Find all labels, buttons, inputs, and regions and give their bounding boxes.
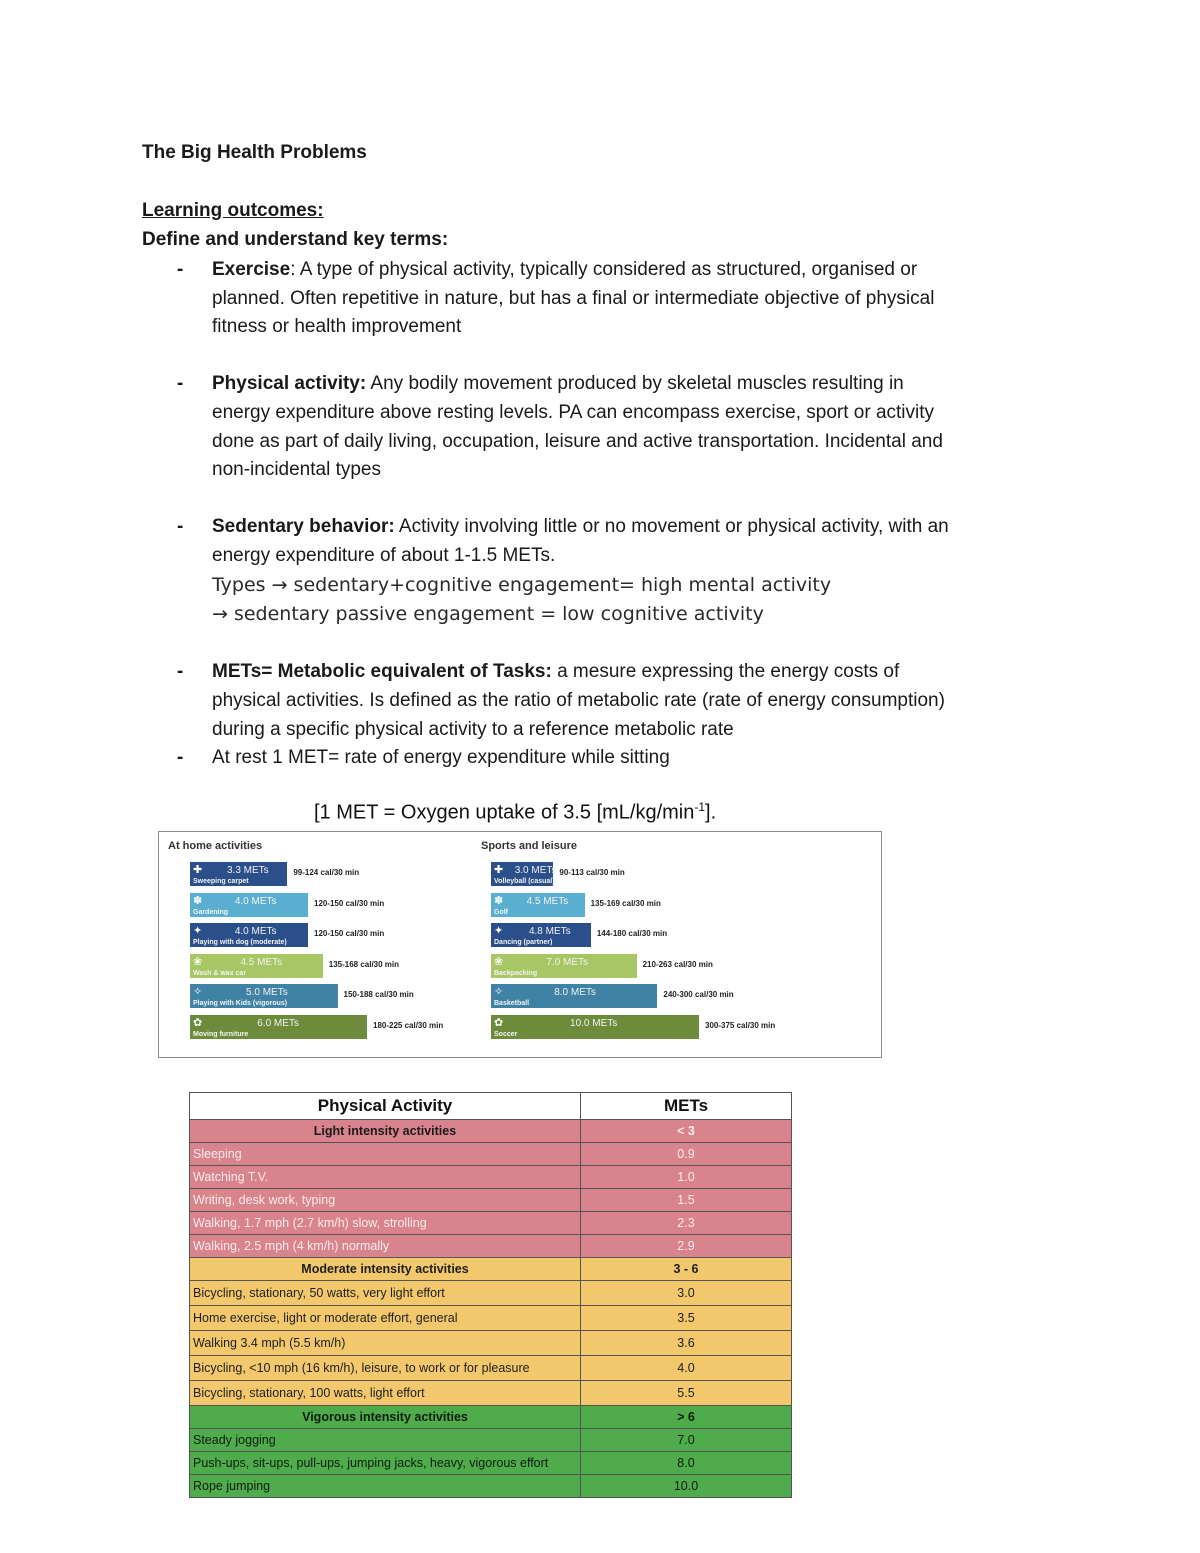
term-label: Physical activity: — [212, 373, 367, 395]
column-header-mets: METs — [581, 1093, 792, 1120]
met-activity-figure — [158, 831, 882, 1058]
met-bar-activity: Gardening — [193, 908, 229, 916]
column-header-activity: Physical Activity — [190, 1093, 581, 1120]
met-bar — [491, 1015, 699, 1039]
term-label: Exercise — [212, 259, 291, 280]
term-definition: physical activities. Is defined as the ratio of metabolic rate (rate of energy consumption) — [212, 689, 945, 711]
term-definition: fitness or health improvement — [212, 316, 462, 338]
page-title: The Big Health Problems — [142, 142, 367, 163]
met-bar-value: 3.0 METs — [514, 865, 557, 876]
term-label: Sedentary behavior: — [212, 516, 395, 538]
met-bar-value: 4.0 METs — [234, 926, 277, 938]
mets-cell: 10.0 — [581, 1475, 792, 1498]
activity-cell: Writing, desk work, typing — [190, 1189, 581, 1212]
met-bar — [491, 923, 591, 947]
met-bar-value: 4.5 METs — [526, 895, 569, 907]
met-bar-value: 5.0 METs — [246, 987, 288, 999]
met-bar-activity: Sweeping carpet — [193, 878, 249, 885]
learning-outcomes-heading: Learning outcomes: — [142, 200, 324, 221]
activity-figure-icon: ✽ — [494, 894, 504, 907]
met-bar-calories: 144-180 cal/30 min — [596, 929, 668, 939]
activity-cell: Push-ups, sit-ups, pull-ups, jumping jacks, heavy, vigorous effort — [190, 1452, 581, 1475]
define-terms-heading: Define and understand key terms: — [142, 229, 449, 250]
met-bar-calories: 120-150 cal/30 min — [314, 898, 385, 908]
met-bar-calories: 90-113 cal/30 min — [559, 868, 625, 877]
table-row — [190, 1235, 792, 1258]
mets-cell: 7.0 — [581, 1429, 792, 1452]
intensity-range: > 6 — [581, 1406, 792, 1429]
met-bar — [491, 984, 657, 1008]
table-row — [190, 1475, 792, 1498]
met-bar-value: 8.0 METs — [554, 987, 596, 999]
met-bar-value: 4.0 METs — [234, 895, 277, 907]
met-bar-activity: Golf — [494, 908, 508, 916]
met-bar-activity: Volleyball (casual) — [494, 878, 555, 885]
term-definition: energy expenditure above resting levels. PA can encompass exercise, sport or activity — [212, 401, 935, 423]
met-bar-calories: 240-300 cal/30 min — [663, 990, 734, 1000]
bullet-dash: - — [177, 747, 184, 769]
physical-activity-met-table — [189, 1092, 792, 1498]
term-definition: planned. Often repetitive in nature, but has a final or intermediate objective of physical — [212, 287, 935, 309]
term-definition: during a specific physical activity to a reference metabolic rate — [212, 718, 734, 740]
met-bar-activity: Soccer — [494, 1031, 518, 1038]
activity-figure-icon: ✚ — [193, 864, 203, 876]
met-bar-activity: Dancing (partner) — [494, 939, 553, 947]
met-bar-activity: Wash & wax car — [193, 969, 247, 977]
term-rest-met — [142, 744, 1062, 773]
activity-figure-icon: ❀ — [494, 955, 504, 968]
activity-figure-icon: ✦ — [193, 925, 203, 938]
term-definition: Any bodily movement produced by skeletal muscles resulting in — [366, 373, 904, 395]
table-row — [190, 1306, 792, 1331]
intensity-header-row — [190, 1120, 792, 1143]
activity-figure-icon: ✧ — [193, 986, 203, 999]
activity-figure-icon: ✚ — [494, 864, 504, 876]
met-bar — [190, 862, 287, 886]
home-activities-title: At home activities — [168, 840, 263, 852]
activity-cell: Sleeping — [190, 1143, 581, 1166]
met-bar-calories: 135-168 cal/30 min — [328, 959, 400, 969]
met-bar — [491, 893, 585, 917]
intensity-label: Light intensity activities — [190, 1120, 581, 1143]
activity-cell: Home exercise, light or moderate effort, general — [190, 1306, 581, 1331]
bullet-dash: - — [177, 373, 184, 395]
mets-cell: 2.9 — [581, 1235, 792, 1258]
met-bar-calories: 135-169 cal/30 min — [590, 898, 661, 908]
met-bar-value: 4.5 METs — [240, 956, 283, 968]
met-bar-activity: Basketball — [494, 1000, 530, 1008]
intensity-header-row — [190, 1406, 792, 1429]
term-label: METs= Metabolic equivalent of Tasks: — [212, 661, 552, 683]
mets-cell: 3.5 — [581, 1306, 792, 1331]
met-bar — [190, 984, 338, 1008]
table-row — [190, 1429, 792, 1452]
activity-figure-icon: ✿ — [494, 1017, 504, 1029]
table-row — [190, 1281, 792, 1306]
met-bar — [190, 923, 308, 947]
mets-cell: 8.0 — [581, 1452, 792, 1475]
intensity-label: Vigorous intensity activities — [190, 1406, 581, 1429]
met-bar — [190, 893, 308, 917]
mets-cell: 3.0 — [581, 1281, 792, 1306]
met-bar-calories: 180-225 cal/30 min — [373, 1021, 444, 1030]
met-bar-calories: 150-188 cal/30 min — [343, 990, 414, 1000]
intensity-header-row — [190, 1258, 792, 1281]
met-formula — [314, 800, 716, 825]
table-row — [190, 1143, 792, 1166]
table-row — [190, 1212, 792, 1235]
mets-cell: 2.3 — [581, 1212, 792, 1235]
met-bar-calories: 300-375 cal/30 min — [705, 1021, 776, 1030]
met-bar-value: 6.0 METs — [257, 1018, 299, 1029]
term-exercise — [142, 256, 1062, 342]
met-bar-activity: Backpacking — [494, 969, 538, 977]
sports-leisure-title: Sports and leisure — [481, 840, 577, 852]
bullet-dash: - — [177, 516, 184, 538]
term-mets — [142, 658, 1062, 744]
mets-cell: 1.0 — [581, 1166, 792, 1189]
met-bar-calories: 99-124 cal/30 min — [293, 868, 360, 877]
activity-cell: Walking, 2.5 mph (4 km/h) normally — [190, 1235, 581, 1258]
table-body — [190, 1120, 792, 1498]
bullet-dash: - — [177, 661, 184, 683]
mets-cell: 0.9 — [581, 1143, 792, 1166]
table-row — [190, 1381, 792, 1406]
intensity-label: Moderate intensity activities — [190, 1258, 581, 1281]
mets-cell: 4.0 — [581, 1356, 792, 1381]
term-definition: At rest 1 MET= rate of energy expenditure while sitting — [212, 747, 670, 769]
met-bar-activity: Moving furniture — [193, 1031, 249, 1038]
table-row — [190, 1189, 792, 1212]
term-sedentary-behavior — [142, 513, 1062, 629]
mets-cell: 3.6 — [581, 1331, 792, 1356]
mets-cell: 1.5 — [581, 1189, 792, 1212]
sedentary-types-line: → sedentary passive engagement = low cognitive activity — [212, 603, 764, 626]
met-bar-value: 4.8 METs — [528, 926, 571, 938]
met-bar — [491, 954, 637, 978]
term-physical-activity — [142, 370, 1062, 484]
met-bar-activity: Playing with Kids (vigorous) — [193, 1000, 288, 1008]
activity-cell: Watching T.V. — [190, 1166, 581, 1189]
met-bar — [190, 954, 323, 978]
term-definition: done as part of daily living, occupation, leisure and active transportation. Incidental and — [212, 430, 943, 452]
table-row — [190, 1331, 792, 1356]
activity-figure-icon: ✧ — [494, 986, 504, 999]
activity-cell: Walking 3.4 mph (5.5 km/h) — [190, 1331, 581, 1356]
activity-figure-icon: ✿ — [193, 1017, 203, 1029]
activity-figure-icon: ✽ — [193, 894, 203, 907]
activity-cell: Walking, 1.7 mph (2.7 km/h) slow, strolling — [190, 1212, 581, 1235]
term-definition: : A type of physical activity, typically considered as structured, organised or — [290, 259, 918, 280]
term-definition: a mesure expressing the energy costs of — [551, 661, 900, 683]
met-bar-calories: 120-150 cal/30 min — [314, 929, 385, 939]
activity-figure-icon: ❀ — [193, 955, 203, 968]
activity-figure-icon: ✦ — [494, 925, 504, 938]
activity-cell: Bicycling, stationary, 100 watts, light effort — [190, 1381, 581, 1406]
key-terms-list — [142, 256, 1062, 773]
activity-cell: Rope jumping — [190, 1475, 581, 1498]
table-row — [190, 1166, 792, 1189]
formula-end: ]. — [705, 801, 717, 824]
met-bar — [491, 862, 557, 886]
formula-text: [1 MET = Oxygen uptake of 3.5 [mL/kg/min — [314, 801, 695, 824]
term-definition: energy expenditure of about 1-1.5 METs. — [212, 544, 556, 566]
met-bar-value: 10.0 METs — [570, 1018, 618, 1029]
met-bar-value: 3.3 METs — [226, 865, 269, 876]
mets-cell: 5.5 — [581, 1381, 792, 1406]
activity-cell: Steady jogging — [190, 1429, 581, 1452]
intensity-range: < 3 — [581, 1120, 792, 1143]
met-bar-calories: 210-263 cal/30 min — [642, 959, 713, 969]
sedentary-types-line: Types → sedentary+cognitive engagement= high mental activity — [212, 573, 832, 596]
bullet-dash: - — [177, 259, 184, 280]
activity-cell: Bicycling, <10 mph (16 km/h), leisure, to work or for pleasure — [190, 1356, 581, 1381]
table-row — [190, 1452, 792, 1475]
met-bar-value: 7.0 METs — [546, 956, 588, 968]
activity-cell: Bicycling, stationary, 50 watts, very light effort — [190, 1281, 581, 1306]
met-bar-activity: Playing with dog (moderate) — [193, 939, 287, 947]
intensity-range: 3 - 6 — [581, 1258, 792, 1281]
term-definition: non-incidental types — [212, 459, 381, 481]
met-bar — [190, 1015, 367, 1039]
term-definition: Activity involving little or no movement or physical activity, with an — [394, 516, 949, 538]
formula-superscript: -1 — [694, 800, 706, 814]
table-row — [190, 1356, 792, 1381]
